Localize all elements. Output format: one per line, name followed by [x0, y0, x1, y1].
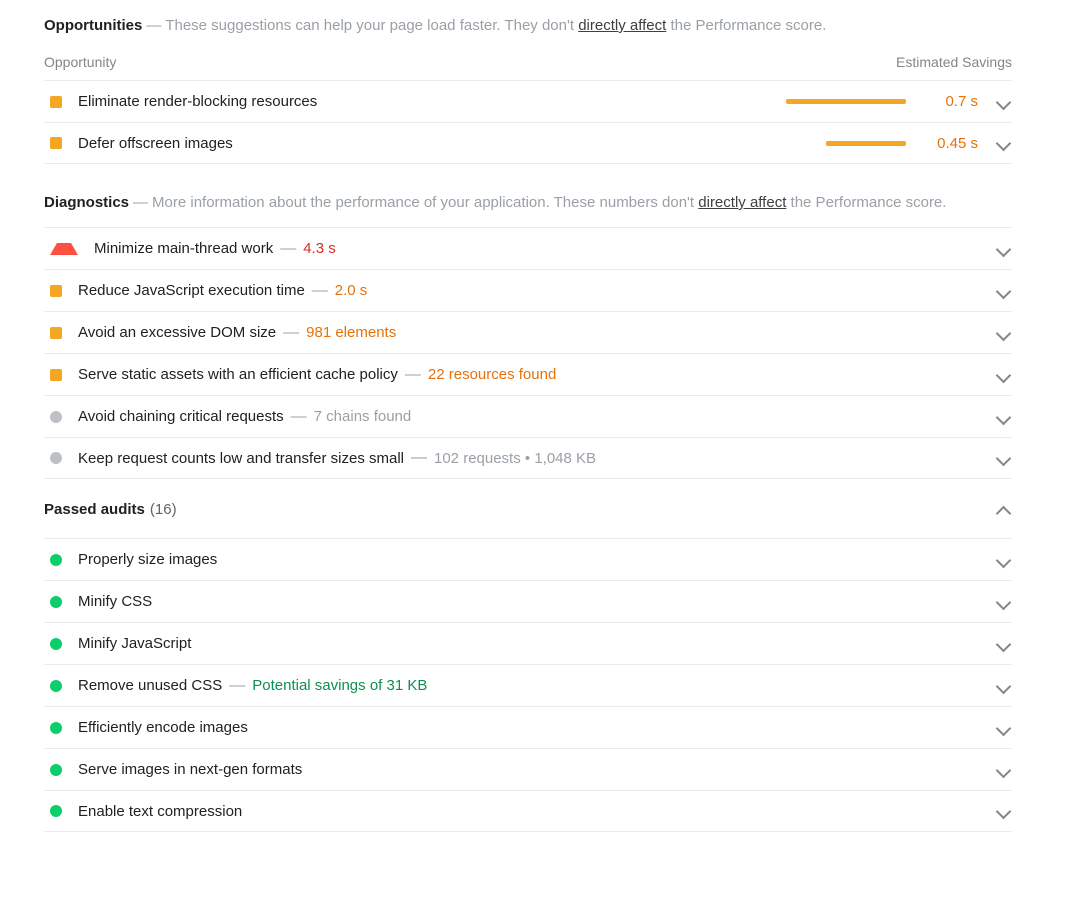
- audit-metric: 2.0 s: [334, 282, 368, 299]
- chevron-down-icon[interactable]: [996, 803, 1012, 819]
- audit-separator: —: [290, 407, 307, 425]
- chevron-down-icon[interactable]: [996, 594, 1012, 610]
- audit-title: Avoid an excessive DOM size: [78, 324, 277, 341]
- chevron-down-icon[interactable]: [996, 241, 1012, 257]
- audit-separator: —: [283, 323, 300, 341]
- audit-title: Remove unused CSS: [78, 677, 223, 694]
- audit-separator: —: [280, 239, 297, 257]
- opportunities-description-before: These suggestions can help your page load faster. They don't: [165, 17, 579, 34]
- diagnostics-list: [44, 227, 1012, 479]
- audit-metric: Potential savings of 31 KB: [252, 677, 428, 694]
- table-row[interactable]: [44, 353, 1012, 395]
- chevron-down-icon[interactable]: [996, 720, 1012, 736]
- opportunities-description-after: the Performance score.: [666, 17, 827, 34]
- table-row[interactable]: [44, 538, 1012, 580]
- diagnostics-title: Diagnostics: [44, 194, 130, 211]
- severity-marker-icon: [50, 452, 62, 464]
- audit-title: Efficiently encode images: [78, 719, 248, 736]
- severity-marker-icon: [50, 137, 62, 149]
- severity-marker-icon: [50, 680, 62, 692]
- table-row[interactable]: [44, 122, 1012, 164]
- savings-bar: [786, 99, 906, 104]
- audit-metric: 981 elements: [306, 324, 397, 341]
- audit-separator: —: [404, 365, 421, 383]
- table-row[interactable]: [44, 790, 1012, 832]
- column-header-estimated-savings: Estimated Savings: [896, 54, 1012, 70]
- audit-title: Avoid chaining critical requests: [78, 408, 284, 425]
- chevron-down-icon[interactable]: [996, 678, 1012, 694]
- audit-title: Serve images in next-gen formats: [78, 761, 303, 778]
- audit-title: Enable text compression: [78, 802, 243, 820]
- audit-separator: —: [411, 449, 427, 466]
- severity-marker-icon: [50, 411, 62, 423]
- diagnostics-description-before: More information about the performance of your application. These numbers don't: [152, 194, 699, 211]
- table-row[interactable]: [44, 706, 1012, 748]
- audit-metric: 22 resources found: [427, 366, 557, 383]
- chevron-down-icon[interactable]: [996, 636, 1012, 652]
- savings-value: 0.7 s: [945, 93, 978, 110]
- savings-bar: [826, 141, 906, 146]
- table-row[interactable]: [44, 80, 1012, 122]
- passed-audits-toggle[interactable]: [44, 479, 1012, 538]
- severity-marker-icon: [50, 596, 62, 608]
- audit-title: Keep request counts low and transfer sizes small: [78, 449, 404, 467]
- diagnostics-section-header: [44, 164, 974, 227]
- audit-separator: —: [311, 281, 328, 299]
- audit-title: Serve static assets with an efficient cache policy: [78, 366, 398, 383]
- passed-audits-label: Passed audits: [44, 501, 145, 518]
- opportunities-table-header: [44, 50, 1012, 80]
- chevron-down-icon[interactable]: [996, 283, 1012, 299]
- opportunities-dash: —: [146, 17, 162, 34]
- severity-marker-icon: [50, 369, 62, 381]
- audit-title: Minify JavaScript: [78, 635, 192, 652]
- table-row[interactable]: [44, 395, 1012, 437]
- chevron-down-icon[interactable]: [996, 94, 1012, 110]
- audit-title: Defer offscreen images: [78, 134, 233, 152]
- table-row[interactable]: [44, 311, 1012, 353]
- audit-metric: 4.3 s: [303, 240, 336, 257]
- chevron-down-icon[interactable]: [996, 367, 1012, 383]
- passed-audits-list: [44, 538, 1012, 832]
- table-row[interactable]: [44, 227, 1012, 269]
- table-row[interactable]: [44, 622, 1012, 664]
- column-header-opportunity: Opportunity: [44, 54, 117, 70]
- diagnostics-description-after: the Performance score.: [786, 194, 947, 211]
- savings-value: 0.45 s: [937, 134, 978, 152]
- chevron-up-icon[interactable]: [996, 502, 1012, 518]
- table-row[interactable]: [44, 437, 1012, 479]
- chevron-down-icon[interactable]: [996, 135, 1012, 151]
- audit-title: Eliminate render-blocking resources: [78, 93, 318, 110]
- audit-title: Reduce JavaScript execution time: [78, 282, 305, 299]
- severity-marker-icon: [50, 722, 62, 734]
- passed-audits-count: (16): [149, 501, 177, 518]
- opportunities-directly-affect-link[interactable]: directly affect: [578, 17, 667, 34]
- audit-metric: 7 chains found: [313, 408, 412, 425]
- severity-marker-icon: [50, 805, 62, 817]
- opportunities-table: [44, 50, 1012, 164]
- chevron-down-icon[interactable]: [996, 325, 1012, 341]
- severity-marker-icon: [50, 554, 62, 566]
- chevron-down-icon[interactable]: [996, 762, 1012, 778]
- severity-marker-icon: [50, 285, 62, 297]
- chevron-down-icon[interactable]: [996, 450, 1012, 466]
- audit-title: Minimize main-thread work: [94, 240, 274, 257]
- table-row[interactable]: [44, 664, 1012, 706]
- audit-title: Properly size images: [78, 551, 218, 568]
- audit-metric: 102 requests • 1,048 KB: [434, 449, 597, 467]
- chevron-down-icon[interactable]: [996, 552, 1012, 568]
- audit-title: Minify CSS: [78, 593, 153, 610]
- severity-marker-icon: [50, 764, 62, 776]
- severity-marker-icon: [50, 638, 62, 650]
- table-row[interactable]: [44, 748, 1012, 790]
- opportunities-title: Opportunities: [44, 17, 143, 34]
- opportunities-section-header: [44, 0, 1012, 38]
- severity-marker-icon: [50, 327, 62, 339]
- severity-marker-icon: [50, 96, 62, 108]
- table-row[interactable]: [44, 580, 1012, 622]
- diagnostics-directly-affect-link[interactable]: directly affect: [698, 194, 787, 211]
- severity-marker-icon: [50, 243, 78, 255]
- audit-separator: —: [229, 676, 246, 694]
- diagnostics-dash: —: [133, 194, 149, 211]
- table-row[interactable]: [44, 269, 1012, 311]
- chevron-down-icon[interactable]: [996, 409, 1012, 425]
